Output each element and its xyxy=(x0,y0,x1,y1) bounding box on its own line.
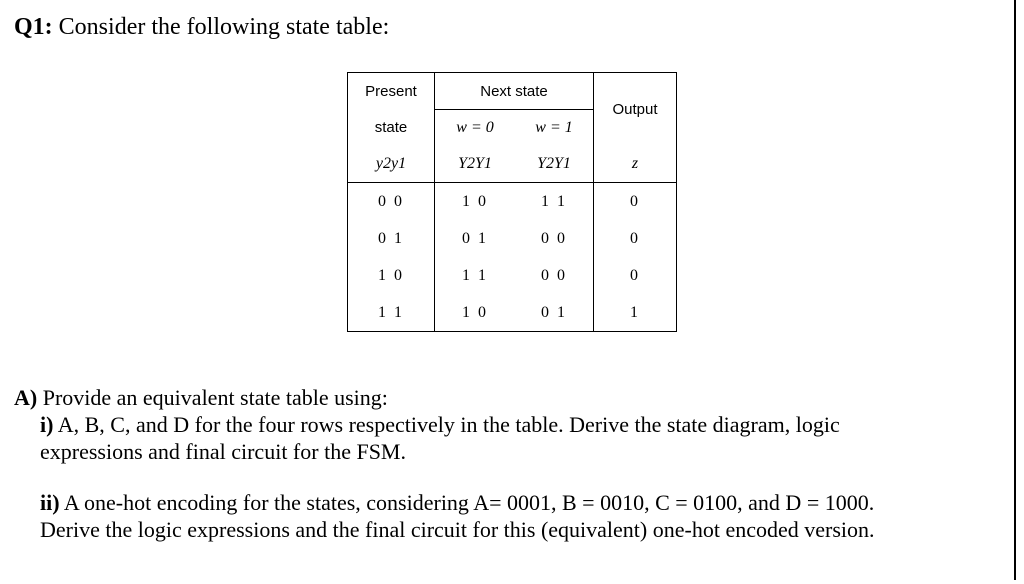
next-w1-cell: 1 1 xyxy=(541,192,567,210)
state-table xyxy=(347,72,677,332)
question-title xyxy=(14,14,389,41)
next-state-header: Next state xyxy=(435,73,594,110)
w0-header: w = 0 xyxy=(456,119,494,136)
part-a-text: Provide an equivalent state table using: xyxy=(42,385,388,410)
part-i-label: i) xyxy=(40,412,54,437)
table-row xyxy=(348,257,677,294)
output-cell: 0 xyxy=(594,220,677,257)
present-state-header-1: Present xyxy=(348,73,435,110)
present-cell: 0 0 xyxy=(348,183,435,221)
part-ii-text-2: Derive the logic expressions and the final circuit for this (equivalent) one-hot encoded version. xyxy=(40,517,875,542)
next-w0-cell: 0 1 xyxy=(462,229,488,247)
table-row xyxy=(348,220,677,257)
question-text: Consider the following state table: xyxy=(58,14,390,40)
next-w0-cell: 1 0 xyxy=(435,294,516,332)
output-cell: 0 xyxy=(594,257,677,294)
part-ii xyxy=(14,489,875,516)
present-state-header-2: state xyxy=(348,110,435,147)
part-i-text-2: expressions and final circuit for the FSM. xyxy=(40,439,406,464)
w1-header: w = 1 xyxy=(535,119,573,136)
question-label: Q1: xyxy=(14,14,53,40)
part-i-text-1: A, B, C, and D for the four rows respectively in the table. Derive the state diagram, logic xyxy=(57,412,840,437)
present-cell: 1 0 xyxy=(348,257,435,294)
present-cell: 0 1 xyxy=(348,220,435,257)
part-a-heading xyxy=(14,384,875,411)
part-ii-text-1: A one-hot encoding for the states, considering A= 0001, B = 0010, C = 0100, and D = 1000. xyxy=(63,490,875,515)
output-cell: 1 xyxy=(594,294,677,332)
present-vars-header: y2y1 xyxy=(348,146,435,183)
table-row xyxy=(348,294,677,332)
spacer xyxy=(14,465,875,489)
next-vars-w1-header: Y2Y1 xyxy=(515,146,594,183)
output-var-header: z xyxy=(594,146,677,183)
part-ii-label: ii) xyxy=(40,490,60,515)
next-w1-cell: 0 0 xyxy=(541,266,567,284)
next-w0-cell: 1 0 xyxy=(462,192,488,210)
part-a xyxy=(14,384,875,543)
present-cell: 1 1 xyxy=(348,294,435,332)
next-vars-w0-header: Y2Y1 xyxy=(435,146,516,183)
table-row xyxy=(348,183,677,221)
output-cell: 0 xyxy=(594,183,677,221)
part-a-label: A) xyxy=(14,385,38,410)
next-w1-cell: 0 1 xyxy=(515,294,594,332)
next-w1-cell: 0 0 xyxy=(541,229,567,247)
part-i xyxy=(14,411,875,438)
next-w0-cell: 1 1 xyxy=(462,266,488,284)
output-header: Output xyxy=(594,73,677,147)
